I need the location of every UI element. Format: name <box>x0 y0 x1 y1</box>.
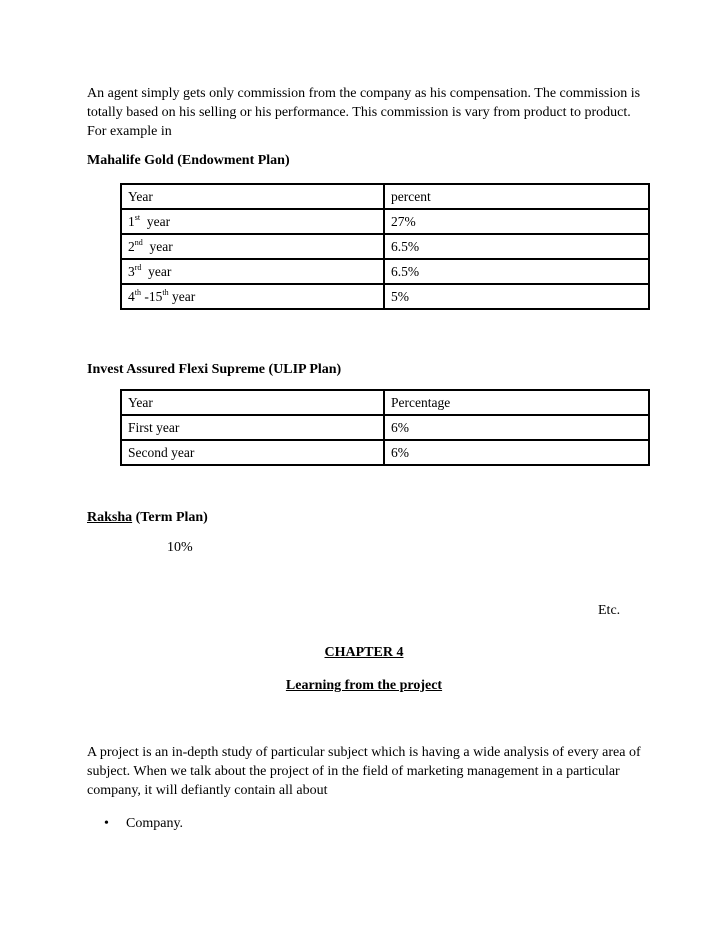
year-cell: 4th -15th year <box>121 284 384 309</box>
list-item: Company. <box>126 816 184 831</box>
plan-2-title: Invest Assured Flexi Supreme (ULIP Plan) <box>87 362 342 377</box>
table-row <box>121 234 649 259</box>
plan-1-title: Mahalife Gold (Endowment Plan) <box>87 153 290 168</box>
table-row <box>121 415 649 440</box>
year-cell: 3rd year <box>121 259 384 284</box>
table-row <box>121 259 649 284</box>
table-row <box>121 284 649 309</box>
table-row <box>121 209 649 234</box>
percent-cell: 6% <box>384 415 649 440</box>
plan-3-value: 10% <box>167 540 193 555</box>
header-year: Year <box>121 390 384 415</box>
header-percentage: Percentage <box>384 390 649 415</box>
percent-cell: 27% <box>384 209 649 234</box>
percent-cell: 6.5% <box>384 259 649 284</box>
percent-cell: 5% <box>384 284 649 309</box>
plan-3-type: (Term Plan) <box>132 510 208 525</box>
bullet-icon: • <box>104 816 109 831</box>
year-cell: First year <box>121 415 384 440</box>
chapter-paragraph: A project is an in-depth study of particular subject which is having a wide analysis of every area of subject. When we talk about the project of in the field of marketing management in a particular company, it will defiantly contain all about <box>87 745 641 798</box>
year-cell: 2nd year <box>121 234 384 259</box>
plan-3-name: Raksha <box>87 510 133 525</box>
table-header-row <box>121 184 649 209</box>
chapter-title: Learning from the project <box>285 678 443 693</box>
plan-2-table <box>120 389 650 466</box>
year-cell: 1st year <box>121 209 384 234</box>
header-percent: percent <box>384 184 649 209</box>
plan-3-title <box>87 510 208 526</box>
chapter-number: CHAPTER 4 <box>324 645 404 660</box>
year-cell: Second year <box>121 440 384 465</box>
table-header-row <box>121 390 649 415</box>
percent-cell: 6% <box>384 440 649 465</box>
intro-paragraph: An agent simply gets only commission from the company as his compensation. The commission is totally based on his selling or his performance. This commission is vary from product to product. For example in <box>87 86 641 139</box>
etc-text: Etc. <box>598 603 621 618</box>
header-year: Year <box>121 184 384 209</box>
percent-cell: 6.5% <box>384 234 649 259</box>
bullet-list <box>104 816 184 832</box>
table-row <box>121 440 649 465</box>
plan-1-table <box>120 183 650 310</box>
